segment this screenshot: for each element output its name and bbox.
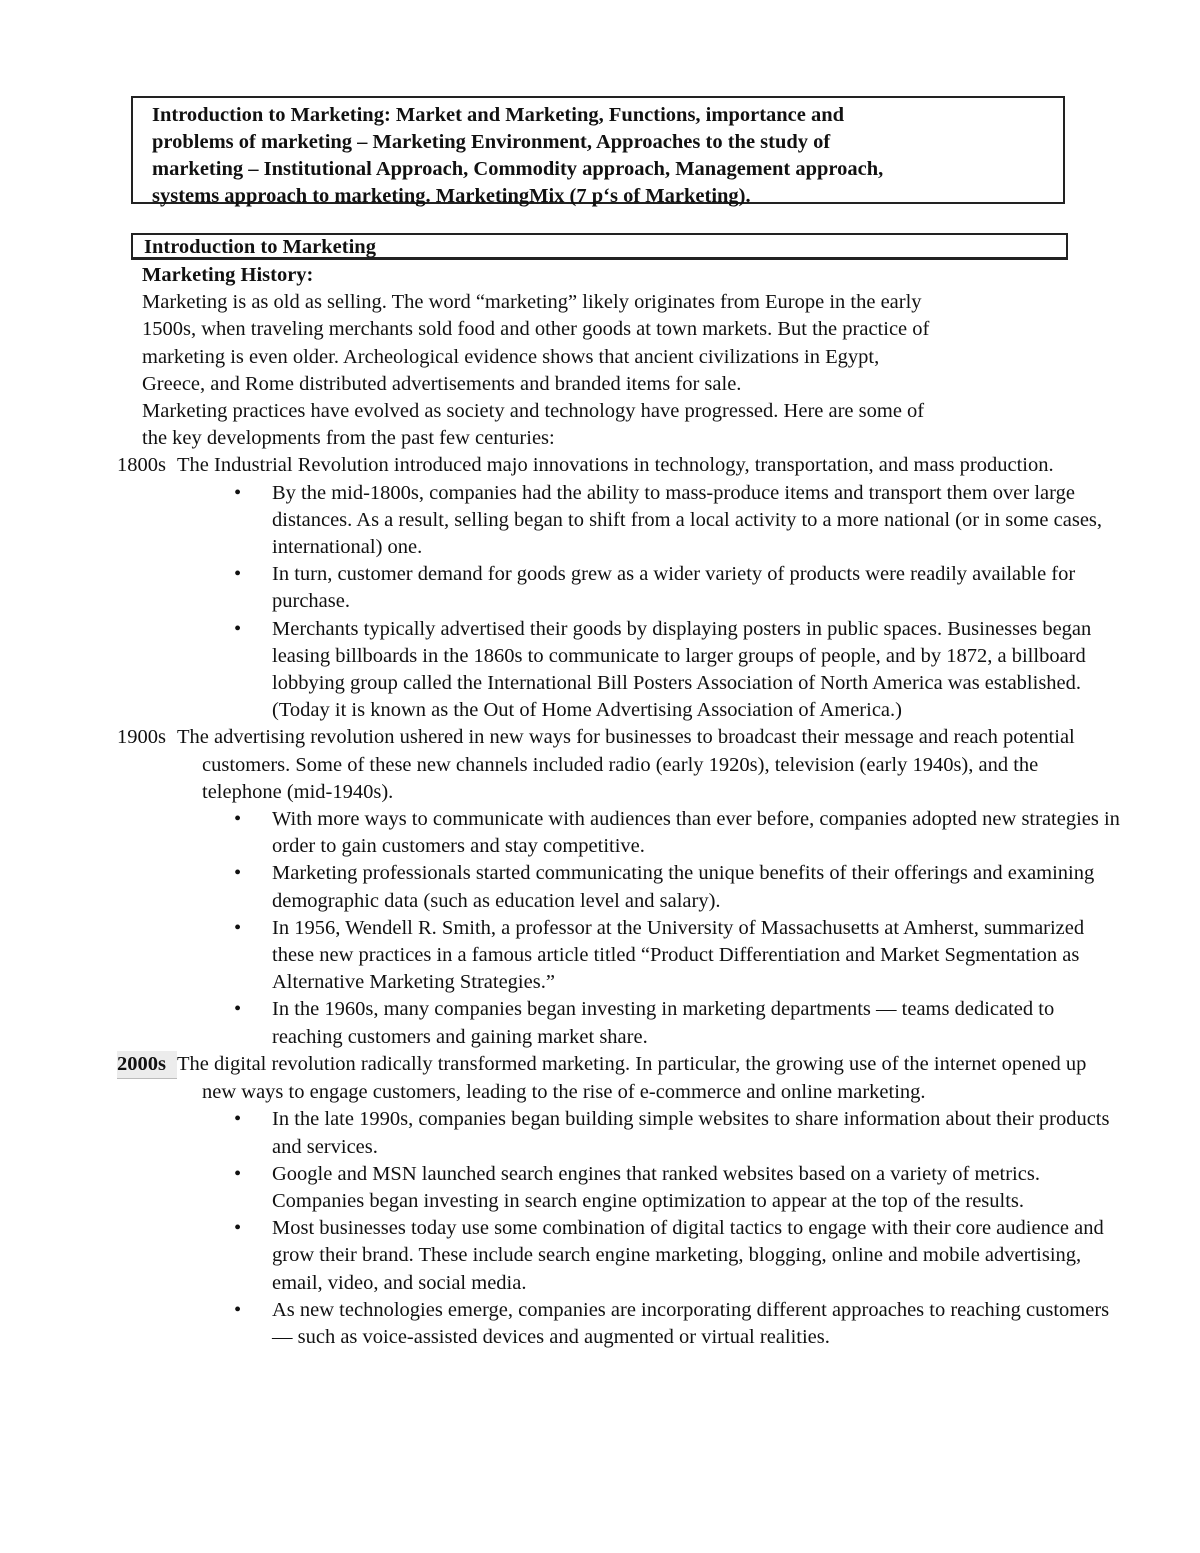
syllabus-box [131,96,1065,207]
list-item-text: With more ways to communicate with audiences than ever before, companies adopted new strategies in order to gain customers and stay competitive. [272,808,1120,858]
list-item [234,1297,1122,1351]
marketing-history-subheading: Marketing History: [142,264,314,286]
era-label: 1800s [117,454,166,477]
list-item-text: Marketing professionals started communicating the unique benefits of their offerings and examining demographic data (such as education level and salary). [272,862,1095,912]
bullet-icon: • [234,563,242,586]
bullet-icon: • [234,1108,242,1131]
era-paragraph [117,724,1122,806]
list-item-text: Google and MSN launched search engines that ranked websites based on a variety of metrics. Companies began investing in search engine optimization to appear at the top of the results. [272,1162,1040,1212]
list-item [234,1161,1122,1215]
body-text [117,262,1122,1351]
era-section-1800s [117,452,1122,724]
bullet-icon: • [234,1298,242,1321]
list-item-text: Most businesses today use some combination of digital tactics to engage with their core audience and grow their brand. These include search engine marketing, blogging, online and mobile advertising, email, video, and social media. [272,1217,1104,1294]
intro-line: Marketing is as old as selling. The word “marketing” likely originates from Europe in the early [142,291,922,314]
list-item [234,996,1122,1050]
syllabus-line: Introduction to Marketing: Market and Marketing, Functions, importance and [152,104,845,126]
bullet-icon: • [234,1162,242,1185]
intro-paragraph [142,289,1122,452]
syllabus-line: marketing – Institutional Approach, Commodity approach, Management approach, [152,158,884,180]
intro-line: marketing is even older. Archeological evidence shows that ancient civilizations in Egypt, [142,345,880,368]
bullet-icon: • [234,481,242,504]
intro-line: Greece, and Rome distributed advertisements and branded items for sale. [142,372,742,395]
intro-line: 1500s, when traveling merchants sold food and other goods at town markets. But the practice of [142,318,930,341]
list-item [234,860,1122,914]
era-section-1900s [117,724,1122,1050]
list-item [234,806,1122,860]
list-item-text: In the late 1990s, companies began building simple websites to share information about their products and services. [272,1108,1110,1158]
bullet-icon: • [234,998,242,1021]
list-item-text: In turn, customer demand for goods grew as a wider variety of products were readily available for purchase. [272,563,1076,613]
syllabus-line: systems approach to marketing. MarketingMix (7 p‘s of Marketing). [152,185,751,207]
bullet-list [142,480,1122,725]
bullet-icon: • [234,862,242,885]
bullet-list [142,1106,1122,1351]
list-item-text: Merchants typically advertised their goods by displaying posters in public spaces. Businesses began leasing billboards in the 1860s to communicate to larger groups of people, and by 1872, a billboard lobbying group called the International Bill Posters Association of North America was established. (Today it is known as the Out of Home Advertising Association of America.) [272,617,1092,722]
era-section-2000s [117,1051,1122,1351]
list-item-text: In 1956, Wendell R. Smith, a professor at the University of Massachusetts at Amherst, summarized these new practices in a famous article titled “Product Differentiation and Market Segmentation as Alternative Marketing Strategies.” [272,916,1085,994]
list-item-text: In the 1960s, many companies began investing in marketing departments — teams dedicated to reaching customers and gaining market share. [272,998,1055,1048]
list-item [234,915,1122,997]
syllabus-line: problems of marketing – Marketing Environment, Approaches to the study of [152,131,831,153]
bullet-icon: • [234,617,242,640]
bullet-icon: • [234,1217,242,1240]
bullet-icon: • [234,916,242,939]
era-paragraph [117,452,1122,479]
list-item [234,1106,1122,1160]
list-item [234,616,1122,725]
era-label: 2000s [117,1051,177,1079]
list-item-text: As new technologies emerge, companies are incorporating different approaches to reaching customers — such as voice-assisted devices and augmented or virtual realities. [272,1298,1110,1348]
list-item-text: By the mid-1800s, companies had the ability to mass-produce items and transport them over large distances. As a result, selling began to shift from a local activity to a more national (or in some cases, international) one. [272,481,1103,559]
era-text: The advertising revolution ushered in new ways for businesses to broadcast their message and reach potential customers. Some of these new channels included radio (early 1920s), television (early 1940s), and the telephone (mid-1940s). [177,726,1075,803]
bullet-icon: • [234,808,242,831]
list-item [234,561,1122,615]
bullet-list [142,806,1122,1051]
list-item [234,1215,1122,1297]
intro-line: Marketing practices have evolved as society and technology have progressed. Here are some of [142,400,925,423]
era-text: The digital revolution radically transformed marketing. In particular, the growing use of the internet opened up new ways to engage customers, leading to the rise of e-commerce and online marketing. [177,1052,1087,1104]
era-paragraph [117,1051,1122,1106]
era-label: 1900s [117,726,166,749]
list-item [234,480,1122,562]
era-text: The Industrial Revolution introduced majo innovations in technology, transportation, and mass production. [177,454,1054,477]
intro-line: the key developments from the past few centuries: [142,427,555,450]
section-heading: Introduction to Marketing [131,233,1068,260]
